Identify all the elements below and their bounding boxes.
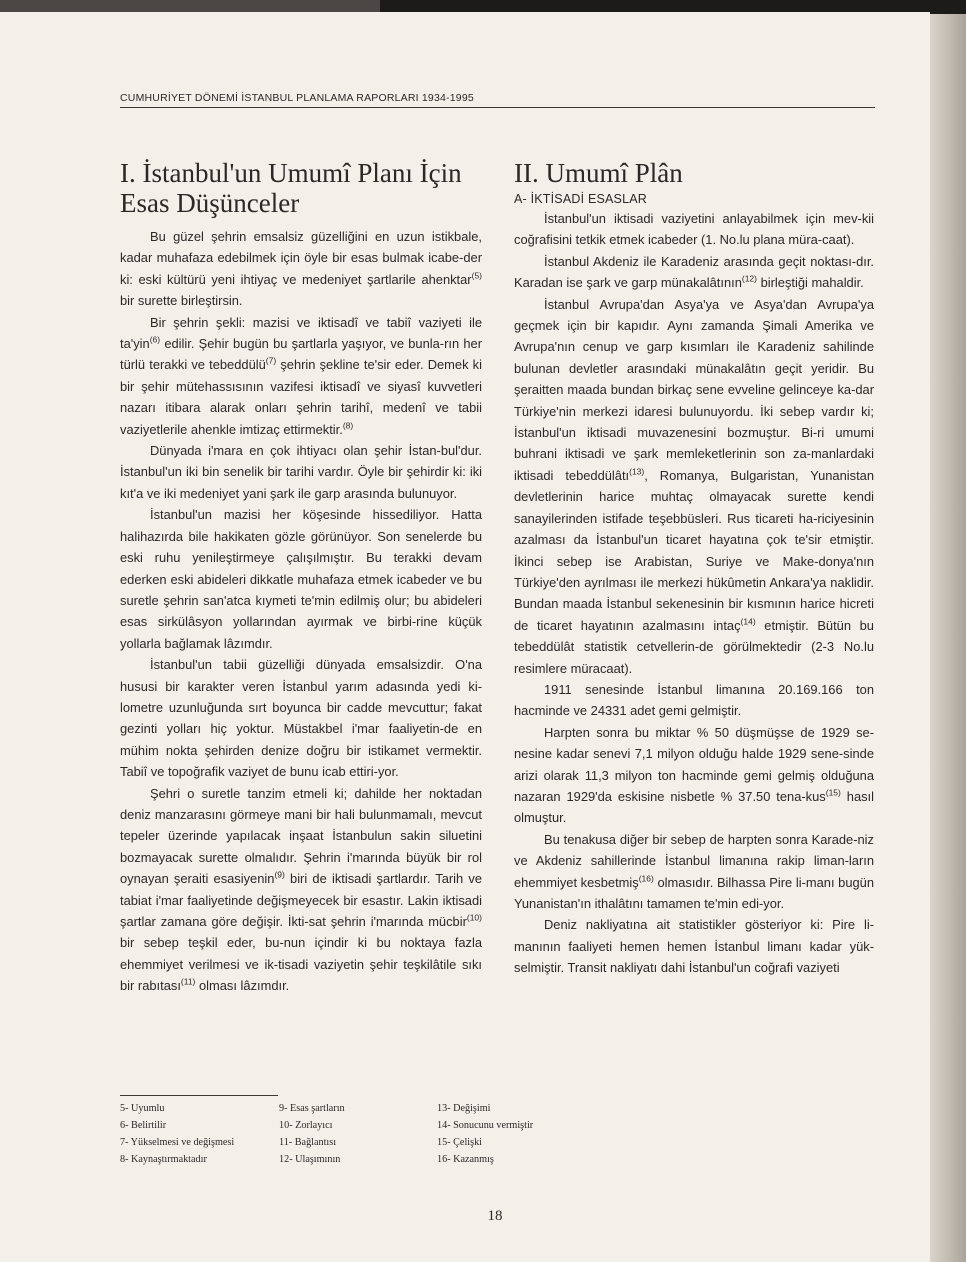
footnote-column-2 <box>279 1100 449 1168</box>
footnote-column-1 <box>120 1100 290 1168</box>
left-column <box>120 158 482 997</box>
book-spine <box>928 14 966 1262</box>
footnote-item: 16- Kazanmış <box>437 1154 494 1165</box>
footnote-item: 7- Yükselmesi ve değişmesi <box>120 1137 235 1148</box>
paragraph: Şehri o suretle tanzim etmeli ki; dahilde her noktadan deniz manzarasını görmeye mani bir hali bulunmamalı, mevcut tepeler üzerinde yapılacak inşaat İstanbulun sakin siluetini bozmayacak surette olmalıdır. Şehrin i'marında büyük bir rol oynayan şeraiti esasiyenin$^{(9)}$ biri de iktisadi şartlardır. Tarih ve tabiat i'mar faaliyetinde değişmeyecek bir esastır. Lakin iktisadi şartlar zamana göre değişir. İkti-sat şehrin i'marında mücbir$^{(10)}$ bir sebep teşkil eder, bu-nun içindir ki bu noktaya fazla ehemmiyet verilmesi ve ik-tisadi vaziyetin şehir teşkilâtile sıkı bir rabıtası$^{(11)}$ olması lâzımdır. <box>120 785 482 994</box>
paragraph: Dünyada i'mara en çok ihtiyacı olan şehir İstan-bul'dur. İstanbul'un iki bin senelik bir tarihi vardır. Öyle bir şehirdir ki: iki kıt'a ve iki medeniyet yani şark ile garp arasında bulunuyor. <box>120 443 482 501</box>
left-body <box>120 226 482 997</box>
footnote-ref: (12) <box>741 273 757 284</box>
footnote-rule <box>120 1095 278 1096</box>
section-title-1-line1: I. İstanbul'un Umumî Planı İçin <box>120 158 462 188</box>
footnote-ref: (5) <box>471 270 482 281</box>
paragraph: İstanbul'un tabii güzelliği dünyada emsalsizdir. O'na hususi bir karakter veren İstanbul yarım adasında yedi ki-lometre uzunluğunda sırt boyunca bir cadde mevcuttur; fakat gezinti yolları hiç yoktur. Müstakbel i'mar faaliyetin-de en mühim nokta şehirden denize doğru bir istikamet vermektir. Tabiî ve topoğrafik vaziyet de bunu icab ettiri-yor. <box>120 657 482 780</box>
subsection-heading: A- İKTİSADİ ESASLAR <box>514 192 648 206</box>
footnote-item: 6- Belirtilir <box>120 1120 167 1131</box>
footnote-ref: (6) <box>149 334 161 345</box>
right-column <box>514 158 874 979</box>
paragraph: 1911 senesinde İstanbul limanına 20.169.166 ton hacminde ve 24331 adet gemi gelmiştir. <box>514 681 874 719</box>
footnote-item: 11- Bağlantısı <box>279 1137 337 1148</box>
paragraph: Bu tenakusa diğer bir sebep de harpten sonra Karade-niz ve Akdeniz sahillerinde İstanbul limanına rakip liman-ların ehemmiyet kesbetmiş$^{(16)}$ olmasıdır. Bilhassa Pire li-manı bugün Yunanistan'ın ithalâtını tamamen te'min edi-yor. <box>514 831 874 911</box>
paragraph: İstanbul'un iktisadi vaziyetini anlayabilmek için mev-kii coğrafisini tetkik etmek icabeder (1. No.lu plana müra-caat). <box>514 211 874 248</box>
footnote-ref: (9) <box>274 869 285 880</box>
footnote-item: 12- Ulaşımının <box>279 1154 341 1165</box>
paragraph: Bir şehrin şekli: mazisi ve iktisadî ve tabiî vaziyeti ile ta'yin$^{(6)}$ edilir. Şehir bugün bu şartlarla yaşıyor, ve bunla-rın her türlü terakki ve tebeddülü$^{(7)}$ şehrin şekline te'sir eder. Demek ki bir şehir mütehassısının vazifesi iktisadî ve siyasî kuvvetleri nazarı itibara alarak onları şehrin tarihî, medenî ve tabii vaziyetlerile ahenkle imtizaç ettirmektir.$^{(8)}$ <box>120 314 482 437</box>
paragraph: İstanbul Akdeniz ile Karadeniz arasında geçit noktası-dır. Karadan ise şark ve garp münakalâtının$^{(12)}$ birleştiği mahaldir. <box>514 253 874 291</box>
footnote-item: 5- Uyumlu <box>120 1103 165 1114</box>
paragraph: Bu güzel şehrin emsalsiz güzelliğini en uzun istikbale, kadar muhafaza edebilmek için öyle bir esas bulmak icabe-der ki: eski kültürü yeni ihtiyaç ve medeniyet şartlarile ahenktar$^{(5)}$ bir surette birleştirsin. <box>120 229 482 309</box>
footnote-ref: (11) <box>180 976 196 987</box>
running-head: CUMHURİYET DÖNEMİ İSTANBUL PLANLAMA RAPORLARI 1934-1995 <box>120 92 875 108</box>
paragraph: Deniz nakliyatına ait statistikler gösteriyor ki: Pire li-manının faaliyeti hemen hemen İstanbul limanı kadar yük-selmiştir. Transit nakliyatı dahi İstanbul'un coğrafi vaziyeti <box>514 917 874 976</box>
footnote-column-3 <box>437 1100 607 1168</box>
section-title-1 <box>120 158 482 218</box>
paragraph: İstanbul'un mazisi her köşesinde hissediliyor. Hatta halihazırda bile hakikaten gözle görünüyor. Son senelerde bu eski ruhu yenileştirmeye çalışılmıştır. Bu terakki devam ederken eski abideleri dikkatle muhafaza etmek icabeder ve bu suretle şehrin san'atca kıymeti te'min edilmiş olur; bu abideleri esas sirkülâsyon yollarından ayırmak ve birbi-rine küçük yollarla bağlamak lâzımdır. <box>120 507 482 651</box>
footnote-item: 10- Zorlayıcı <box>279 1120 333 1131</box>
paragraph: İstanbul Avrupa'dan Asya'ya ve Asya'dan Avrupa'ya geçmek için bir kapıdır. Aynı zamanda Şimali Amerika ve Avrupa'nın cenup ve garp kısımları ile Karadeniz sahilinde bulunan devletler arasındaki münakalâtın geçit yeridir. Bu şeraitten maada bundan birkaç sene evveline gelinceye ka-dar Türkiye'nin merkezi idaresi bulunuyordu. İki sebep vardır ki; İstanbul'un iktisadi muvazenesini bozmuştur. Bi-ri umumi buhrani iktisadi ve şark memleketlerinin son za-manlardaki iktisadi tebeddülâtı$^{(13)}$, Romanya, Bulgaristan, Yunanistan devletlerinin harice muhtaç olmayacak surette kendi sanayilerinden istifade teşebbüsleri. Rus ticareti ha-riciyesinin azalması da İstanbul'un ticaret hayatına çok te'sir etmiştir. İkinci sebep ise Arabistan, Suriye ve Make-donya'nın Türkiye'den ayrılması ile merkezi hükûmetin Ankara'ya naklidir. Bundan maada İstanbul sekenesinin bir kısmının harice hicreti de ticaret hayatının azalmasını intaç$^{(14)}$ etmiştir. Bütün bu tebeddülât statistik cetvellerin-de görülmektedir (2-3 No.lu resimlere müracaat). <box>514 296 874 676</box>
footnote-ref: (8) <box>342 420 354 431</box>
footnote-ref: (15) <box>825 787 841 798</box>
footnote-ref: (10) <box>466 912 482 923</box>
footnote-item: 15- Çelişki <box>437 1137 482 1148</box>
footnote-ref: (7) <box>265 356 277 367</box>
section-title-2: II. Umumî Plân <box>514 158 683 188</box>
footnote-item: 13- Değişimi <box>437 1103 491 1114</box>
footnote-item: 8- Kaynaştırmaktadır <box>120 1154 207 1165</box>
right-body <box>514 208 874 979</box>
footnote-ref: (14) <box>740 616 756 627</box>
footnote-item: 14- Sonucunu vermiştir <box>437 1120 534 1131</box>
section-title-1-line2: Esas Düşünceler <box>120 188 300 218</box>
footnote-ref: (13) <box>629 466 645 477</box>
document-page <box>0 12 930 1262</box>
paragraph: Harpten sonra bu miktar % 50 düşmüşse de 1929 se-nesine kadar senevi 7,1 milyon olduğu halde 1929 sene-sinde arizi olarak 11,3 milyon ton hacminde gemi gelmiş olduğuna nazaran 1929'da eskisine nisbetle % 37.50 tena-kus$^{(15)}$ hasıl olmuştur. <box>514 724 875 826</box>
footnote-ref: (16) <box>638 873 654 884</box>
footnote-item: 9- Esas şartların <box>279 1103 345 1114</box>
page-number: 18 <box>487 1208 503 1224</box>
